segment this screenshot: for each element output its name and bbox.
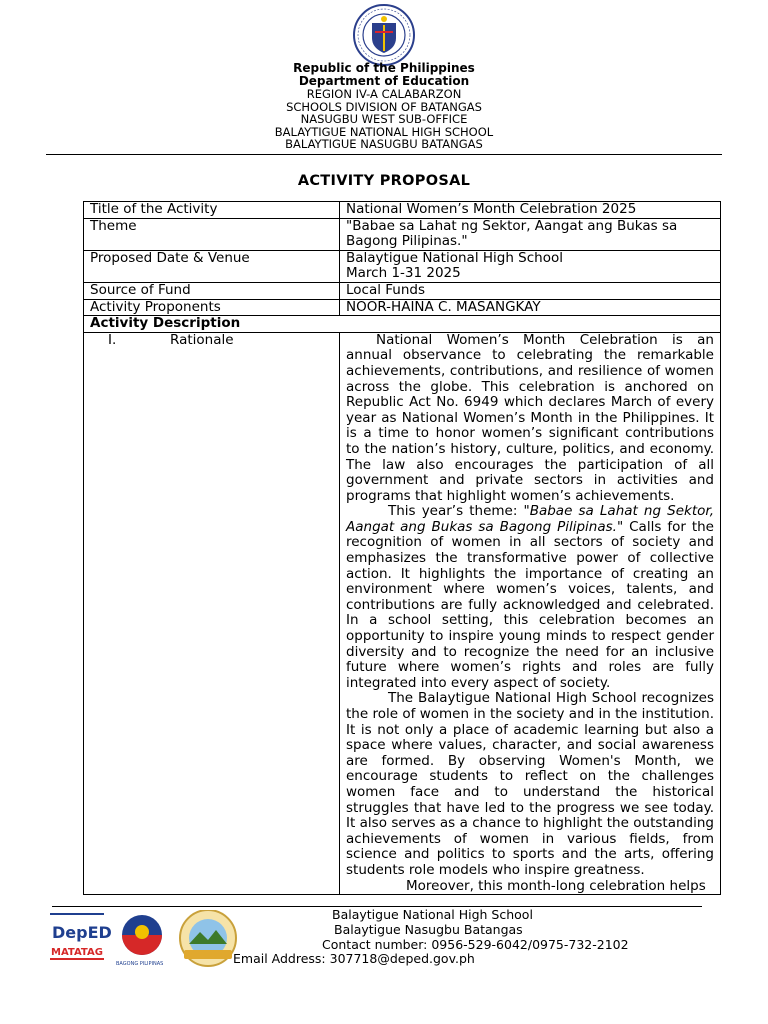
row-label: Source of Fund [84,282,340,299]
rationale-number: I. [108,331,117,348]
section-heading: Activity Description [84,316,721,333]
section-heading-row [84,316,721,333]
rationale-row [84,332,721,894]
date-text: March 1-31 2025 [346,265,461,282]
footer-email: Email Address: 307718@deped.gov.ph [233,951,475,966]
bagong-pilipinas-logo [116,915,163,967]
table-row [84,218,721,250]
row-value: Local Funds [340,282,721,299]
deped-matatag-logo [50,913,112,960]
row-value: NOOR-HAINA C. MASANGKAY [340,299,721,316]
footer-school: Balaytigue National High School [332,907,533,922]
school-line: BALAYTIGUE NATIONAL HIGH SCHOOL [274,124,494,139]
rationale-paragraph-2 [346,504,714,691]
theme-rest: " Calls for the recognition of women in all sectors of society and emphasizes the transformative power of collective action. It highlights the importance of creating an environment where women’s voices, talents, and contributions are fully acknowledged and celebrated. In a school setting, this celebration becomes an opportunity to inspire young minds to respect gender diversity and to recognize the need for an inclusive future where women’s rights and roles are fully integrated into every aspect of society. [346,518,714,691]
school-logo [180,910,236,966]
theme-italic: Babae sa Lahat ng Sektor, Aangat ang Bukas sa Bagong Pilipinas. [346,503,714,535]
school-address-line: BALAYTIGUE NASUGBU BATANGAS [285,137,483,151]
bagong-pilipinas-text: BAGONG PILIPINAS [116,961,164,967]
row-value [340,250,721,282]
footer-logos [50,910,250,970]
theme-lead: This year’s theme: " [388,503,530,520]
rationale-text [340,332,721,894]
sub-office-line: NASUGBU WEST SUB-OFFICE [300,112,468,126]
rationale-paragraph-4: Moreover, this month-long celebration helps [406,877,706,894]
row-label: Proposed Date & Venue [84,250,340,282]
row-label: Activity Proponents [84,299,340,316]
footer-address: Balaytigue Nasugbu Batangas [334,922,523,937]
deped-logo-text: DepED [52,923,112,942]
document-title: ACTIVITY PROPOSAL [297,173,471,189]
division-line: SCHOOLS DIVISION OF BATANGAS [286,99,482,114]
table-row [84,299,721,316]
country-line: Republic of the Philippines [293,61,475,75]
table-row [84,250,721,282]
footer-contact-number: Contact number: 0956-529-6042/0975-732-2102 [322,937,629,952]
row-label: Title of the Activity [84,202,340,219]
row-value: "Babae sa Lahat ng Sektor, Aangat ang Bukas sa Bagong Pilipinas." [340,218,721,250]
rationale-title: Rationale [170,331,234,348]
rationale-paragraph-3: The Balaytigue National High School recognizes the role of women in the society and in the institution. It is not only a place of academic learning but also a space where values, character, and social awareness are formed. By observing Women's Month, we encourage students to reflect on the challenges women face and to understand the historical struggles that have led to the progress we see today. It also serves as a chance to highlight the outstanding achievements of women in various fields, from science and politics to sports and the arts, offering students role models who inspire greatness. [346,690,714,878]
letterhead [0,62,768,151]
rationale-label [84,332,340,894]
table-row [84,202,721,219]
row-value: National Women’s Month Celebration 2025 [340,202,721,219]
deped-seal-logo [349,4,419,66]
header-divider [46,154,722,155]
matatag-logo-text: MATATAG [51,947,103,958]
rationale-paragraph-1: National Women’s Month Celebration is an annual observance to celebrating the remarkable achievements, contributions, and resilience of women across the globe. This celebration is anchored on Republic Act No. 6949 which declares March of every year as National Women’s Month in the Philippines. It is a time to honor women’s significant contributions to the nation’s history, culture, politics, and economy. The law also encourages the participation of all government and private sectors in activities and programs that highlight women’s achievements. [346,331,714,504]
region-line: REGION IV-A CALABARZON [306,87,462,101]
department-line: Department of Education [298,74,470,88]
table-row [84,282,721,299]
proposal-table [83,201,721,895]
row-label: Theme [84,218,340,250]
venue-text: Balaytigue National High School [346,249,563,266]
